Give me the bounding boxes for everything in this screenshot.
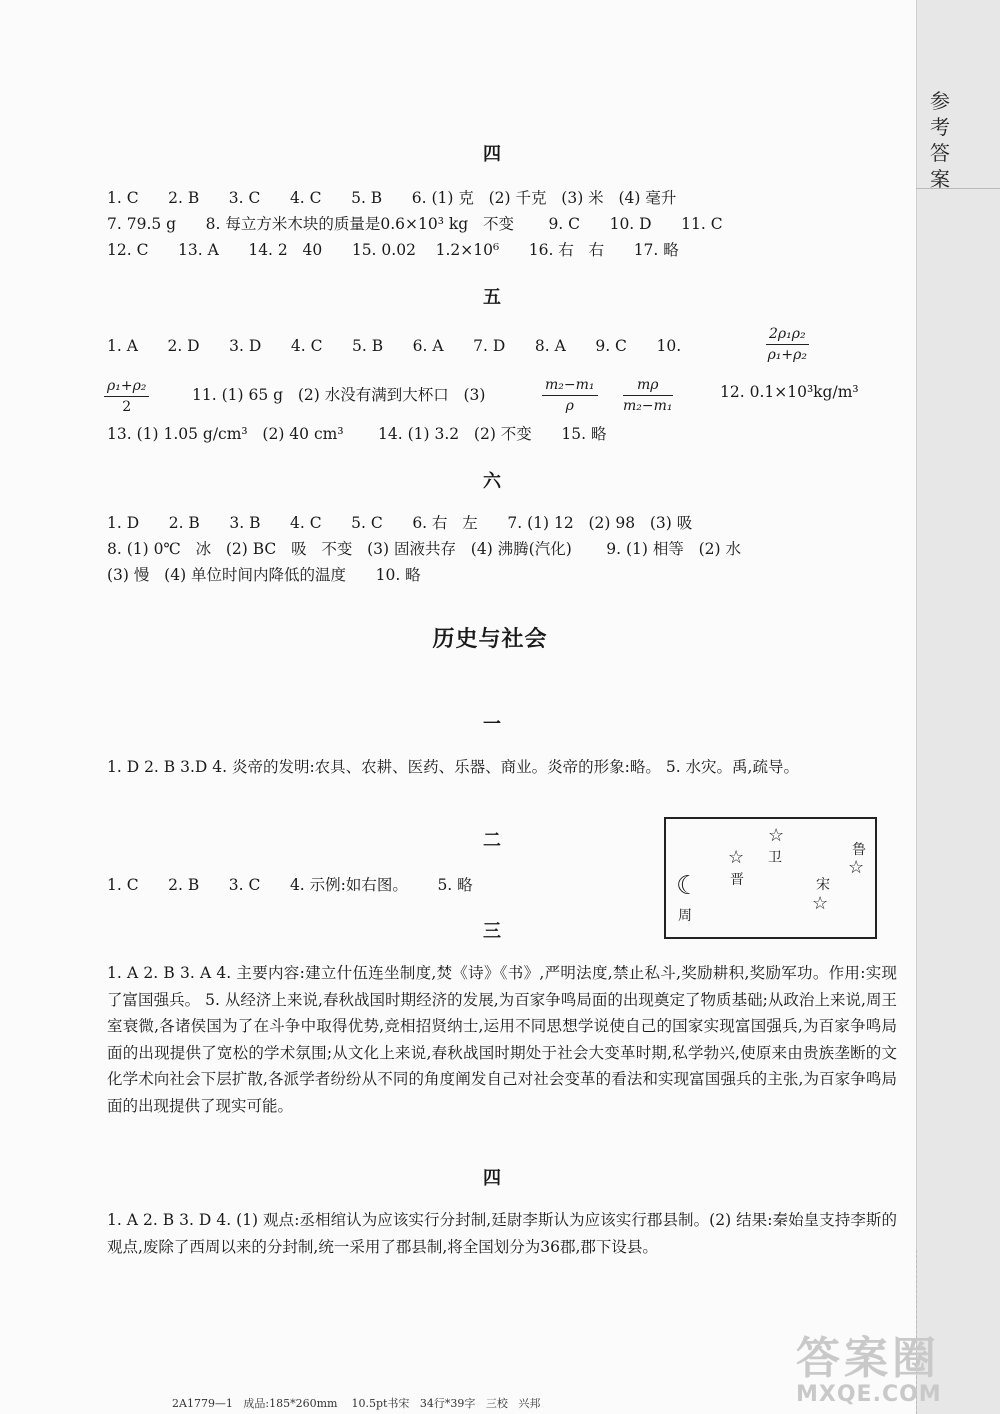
answer-line: 8. (1) 0℃ 冰 (2) BC 吸 不变 (3) 固液共存 (4) 沸腾(汽化) 9. (1) 相等 (2) 水 <box>107 540 742 558</box>
star-icon: ☆ <box>812 893 829 914</box>
answer-paragraph: 1. A 2. B 3. A 4. 主要内容:建立什伍连坐制度,焚《诗》《书》,严明法度,禁止私斗,奖励耕积,奖励军功。作用:实现了富国强兵。 5. 从经济上来说,春秋战国时期经济的发展,为百家争鸣局面的出现奠定了物质基础;从政治上来说,周王室衰微,各诸侯国为了在斗争中取得优势,竞相招贤纳士,运用不同思想学说使自己的国家实现富国强兵,为百家争鸣局面的出现提供了宽松的学术氛围;从文化上来说,春秋战国时期处于社会大变革时期,私学勃兴,使原来由贵族垄断的文化学术向社会下层扩散,各派学者纷纷从不同的角度阐发自己对社会变革的看法和实现富国强兵的主张,为百家争鸣局面的出现提供了现实可能。 <box>107 964 897 1115</box>
answer-line: (3) 慢 (4) 单位时间内降低的温度 10. 略 <box>107 566 421 584</box>
answer-paragraph: 1. D 2. B 3.D 4. 炎帝的发明:农具、农耕、医药、乐器、商业。炎帝的形象:略。 5. 水灾。禹,疏导。 <box>107 758 799 776</box>
answer-line: 13. (1) 1.05 g/cm³ (2) 40 cm³ 14. (1) 3.2 (2) 不变 15. 略 <box>107 425 607 443</box>
answer-line: 1. C 2. B 3. C 4. 示例:如右图。 5. 略 <box>107 876 473 894</box>
section-heading-5: 五 <box>483 287 501 308</box>
fraction-denominator: ρ₁+ρ₂ <box>767 347 807 363</box>
side-tab <box>916 0 1000 1414</box>
star-icon: ☆ <box>768 825 785 846</box>
map-label-song: 宋 <box>816 877 830 893</box>
map-label-lu: 鲁 <box>852 842 866 858</box>
fraction-numerator: mρ <box>623 377 673 396</box>
fraction-denominator: ρ <box>565 398 574 414</box>
answer-line: 7. 79.5 g 8. 每立方米木块的质量是0.6×10³ kg 不变 9. C 10. D 11. C <box>107 215 723 233</box>
section-heading-4b: 四 <box>483 1168 501 1189</box>
star-icon: ☆ <box>848 857 865 878</box>
fraction <box>766 326 809 363</box>
section-heading-3: 三 <box>483 921 501 942</box>
fraction-denominator: m₂−m₁ <box>623 398 673 414</box>
print-footer: 2A1779—1 成品:185*260mm 10.5pt书宋 34行*39字 三校 兴邦 <box>172 1397 541 1410</box>
map-label-zhou: 周 <box>678 908 692 924</box>
fraction-numerator: m₂−m₁ <box>542 377 598 396</box>
answer-line: 11. (1) 65 g (2) 水没有满到大杯口 (3) <box>192 386 486 404</box>
states-map <box>664 817 877 939</box>
moon-icon: ☾ <box>676 871 700 901</box>
section-heading-2: 二 <box>483 830 501 851</box>
answer-line: 1. A 2. D 3. D 4. C 5. B 6. A 7. D 8. A 9. C 10. <box>107 337 682 355</box>
answer-line: 1. D 2. B 3. B 4. C 5. C 6. 右 左 7. (1) 12 (2) 98 (3) 吸 <box>107 514 693 532</box>
fraction <box>104 378 149 415</box>
fraction-denominator: 2 <box>122 399 132 415</box>
section-heading-4: 四 <box>483 144 501 165</box>
fraction-numerator: ρ₁+ρ₂ <box>104 378 149 397</box>
answer-line: 12. C 13. A 14. 2 40 15. 0.02 1.2×10⁶ 16. 右 右 17. 略 <box>107 241 679 259</box>
fraction <box>623 377 673 414</box>
fraction-numerator: 2ρ₁ρ₂ <box>766 326 809 345</box>
map-label-wei: 卫 <box>768 850 782 866</box>
subject-title: 历史与社会 <box>432 627 548 652</box>
watermark-logo: 答案圈 MXQE.COM <box>796 1333 942 1407</box>
side-tab-divider <box>916 188 1000 189</box>
section-heading-6: 六 <box>483 471 501 492</box>
answer-line: 12. 0.1×10³kg/m³ <box>720 383 859 401</box>
side-tab-label: 参考答案 <box>930 89 950 191</box>
map-label-jin: 晋 <box>730 872 744 888</box>
section-heading-1: 一 <box>483 714 501 735</box>
answer-line: 1. C 2. B 3. C 4. C 5. B 6. (1) 克 (2) 千克 (3) 米 (4) 毫升 <box>107 189 677 207</box>
fraction <box>542 377 598 414</box>
answer-paragraph: 1. A 2. B 3. D 4. (1) 观点:丞相绾认为应该实行分封制,廷尉李斯认为应该实行郡县制。(2) 结果:秦始皇支持李斯的观点,废除了西周以来的分封制,统一采用了郡县制,将全国划分为36郡,郡下设县。 <box>107 1211 897 1256</box>
star-icon: ☆ <box>728 847 745 868</box>
